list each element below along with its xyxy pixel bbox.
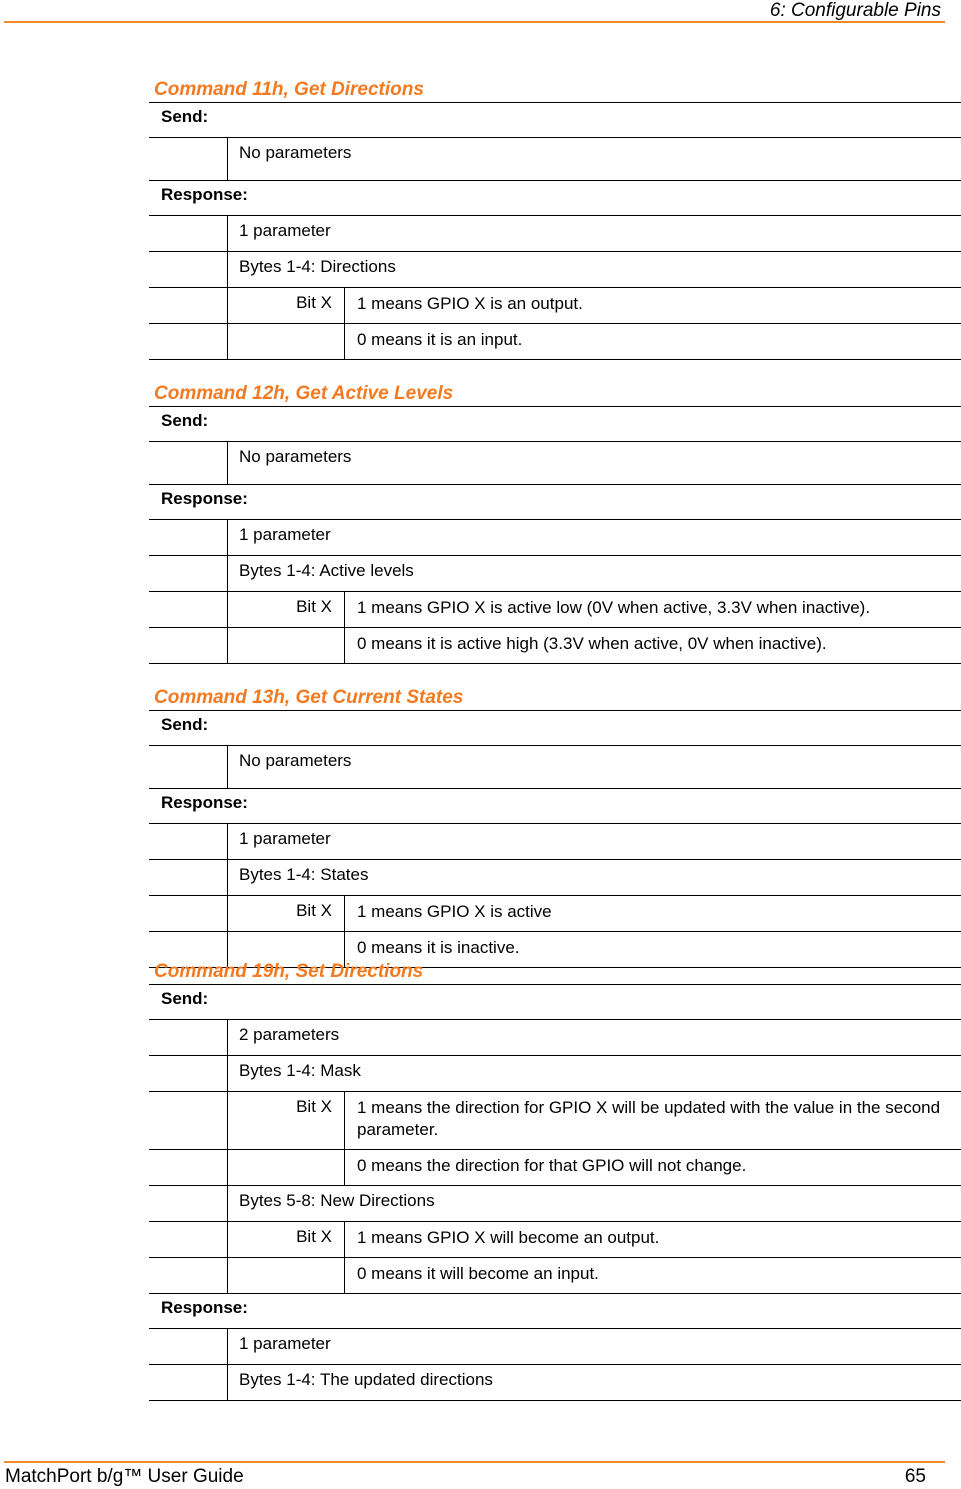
command-13h-title: Command 13h, Get Current States (154, 687, 464, 708)
response-label: Response: (149, 789, 961, 824)
response-label-row (149, 789, 961, 824)
footer-rule (4, 1461, 945, 1463)
command-13h-table (149, 710, 961, 968)
mask-bit-one-desc: 1 means the direction for GPIO X will be updated with the value in the second parameter. (345, 1092, 961, 1150)
bit-label: Bit X (228, 592, 345, 628)
response-param: 1 parameter (228, 216, 961, 252)
table-row (149, 252, 961, 288)
bit-one-desc: 1 means GPIO X is active low (0V when active, 3.3V when inactive). (345, 592, 961, 628)
send-label: Send: (149, 711, 961, 746)
send-label-row (149, 103, 961, 138)
header-rule (4, 21, 945, 23)
send-label: Send: (149, 103, 961, 138)
command-12h-title: Command 12h, Get Active Levels (154, 383, 454, 404)
table-row (149, 1186, 961, 1222)
table-row (149, 442, 961, 485)
command-11h-section (149, 78, 961, 360)
command-19h-section (149, 960, 961, 1401)
response-label: Response: (149, 181, 961, 216)
bit-label: Bit X (228, 896, 345, 932)
command-19h-title: Command 19h, Set Directions (154, 961, 424, 982)
send-param: No parameters (228, 746, 961, 789)
direction-bytes: Bytes 5-8: New Directions (228, 1186, 961, 1222)
table-row (149, 1150, 961, 1186)
table-row (149, 1329, 961, 1365)
mask-bytes: Bytes 1-4: Mask (228, 1056, 961, 1092)
bit-one-desc: 1 means GPIO X is an output. (345, 288, 961, 324)
bit-zero-desc: 0 means it is inactive. (345, 932, 961, 968)
command-13h-section (149, 686, 961, 968)
table-row (149, 1020, 961, 1056)
running-header: 6: Configurable Pins (769, 0, 941, 21)
command-11h-table (149, 102, 961, 360)
table-row (149, 138, 961, 181)
send-label-row (149, 711, 961, 746)
table-row (149, 324, 961, 360)
bit-zero-desc: 0 means it is active high (3.3V when active, 0V when inactive). (345, 628, 961, 664)
response-label-row (149, 181, 961, 216)
table-row (149, 1365, 961, 1401)
table-row (149, 216, 961, 252)
response-bytes: Bytes 1-4: Active levels (228, 556, 961, 592)
table-row (149, 896, 961, 932)
response-label-row (149, 485, 961, 520)
response-bytes: Bytes 1-4: Directions (228, 252, 961, 288)
footer-guide-title: MatchPort b/g™ User Guide (5, 1466, 244, 1487)
send-label-row (149, 985, 961, 1020)
send-label-row (149, 407, 961, 442)
response-param: 1 parameter (228, 520, 961, 556)
table-row (149, 746, 961, 789)
table-row (149, 1056, 961, 1092)
command-12h-section (149, 382, 961, 664)
command-11h-title: Command 11h, Get Directions (154, 79, 424, 100)
bit-label: Bit X (228, 288, 345, 324)
response-label: Response: (149, 1294, 961, 1329)
command-19h-table (149, 984, 961, 1401)
response-bytes: Bytes 1-4: The updated directions (228, 1365, 961, 1401)
table-row (149, 1258, 961, 1294)
table-row (149, 556, 961, 592)
direction-bit-one-desc: 1 means GPIO X will become an output. (345, 1222, 961, 1258)
response-bytes: Bytes 1-4: States (228, 860, 961, 896)
response-param: 1 parameter (228, 1329, 961, 1365)
response-label-row (149, 1294, 961, 1329)
direction-bit-zero-desc: 0 means it will become an input. (345, 1258, 961, 1294)
send-label: Send: (149, 985, 961, 1020)
page-number: 65 (904, 1466, 926, 1487)
table-row (149, 520, 961, 556)
mask-bit-zero-desc: 0 means the direction for that GPIO will not change. (345, 1150, 961, 1186)
bit-label: Bit X (228, 1222, 345, 1258)
response-param: 1 parameter (228, 824, 961, 860)
response-label: Response: (149, 485, 961, 520)
bit-one-desc: 1 means GPIO X is active (345, 896, 961, 932)
send-param: No parameters (228, 442, 961, 485)
table-row (149, 592, 961, 628)
send-param: No parameters (228, 138, 961, 181)
table-row (149, 1092, 961, 1150)
table-row (149, 628, 961, 664)
bit-zero-desc: 0 means it is an input. (345, 324, 961, 360)
table-row (149, 860, 961, 896)
table-row (149, 288, 961, 324)
command-12h-table (149, 406, 961, 664)
send-param: 2 parameters (228, 1020, 961, 1056)
table-row (149, 824, 961, 860)
send-label: Send: (149, 407, 961, 442)
bit-label: Bit X (228, 1092, 345, 1150)
table-row (149, 1222, 961, 1258)
